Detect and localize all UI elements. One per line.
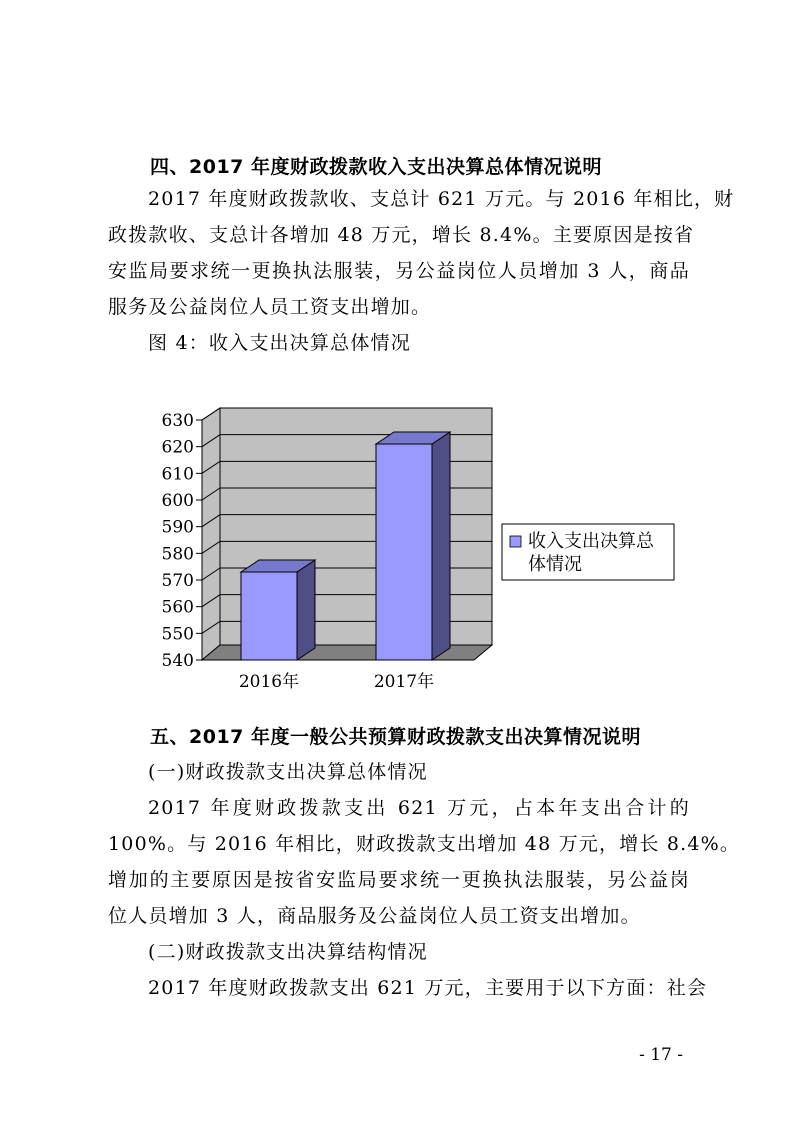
paragraph-line: 增加的主要原因是按省安监局要求统一更换执法服装，另公益岗 <box>108 869 690 891</box>
x-tick-label: 2016年 <box>238 672 300 692</box>
bar-chart <box>150 400 690 700</box>
bar-2017年 <box>376 432 450 660</box>
section-4-heading: 四、2017 年度财政拨款收入支出决算总体情况说明 <box>150 156 602 178</box>
y-tick-label: 620 <box>161 437 194 458</box>
legend-label-line1: 收入支出决算总 <box>528 531 654 552</box>
legend-swatch <box>510 536 521 547</box>
paragraph-line: 安监局要求统一更换执法服装，另公益岗位人员增加 3 人，商品 <box>108 260 690 282</box>
y-tick-label: 580 <box>161 544 194 565</box>
y-tick-label: 610 <box>161 464 194 485</box>
subheading-1: (一)财政拨款支出决算总体情况 <box>148 761 428 783</box>
y-tick-label: 630 <box>161 411 194 431</box>
y-tick-label: 600 <box>161 491 194 511</box>
y-tick-label: 540 <box>161 651 194 671</box>
paragraph-line: 2017 年度财政拨款支出 621 万元，占本年支出合计的 <box>148 797 690 819</box>
x-tick-label: 2017年 <box>373 672 435 692</box>
page-number: - 17 - <box>639 1045 683 1065</box>
y-tick-label: 550 <box>161 624 194 645</box>
paragraph-line: 位人员增加 3 人，商品服务及公益岗位人员工资支出增加。 <box>108 905 641 927</box>
bar-front <box>241 572 297 660</box>
legend-label-line2: 体情况 <box>528 554 582 575</box>
section-5-heading: 五、2017 年度一般公共预算财政拨款支出决算情况说明 <box>150 726 641 748</box>
bar-front <box>376 444 432 660</box>
paragraph-line: 2017 年度财政拨款支出 621 万元，主要用于以下方面：社会 <box>148 977 708 999</box>
bar-2016年 <box>241 560 315 660</box>
bar-side <box>432 432 450 660</box>
bar-side <box>297 560 315 660</box>
y-tick-label: 570 <box>161 571 194 591</box>
subheading-2: (二)财政拨款支出决算结构情况 <box>148 941 428 963</box>
chart-legend <box>502 524 674 580</box>
figure-caption: 图 4：收入支出决算总体情况 <box>148 332 411 354</box>
paragraph-line: 服务及公益岗位人员工资支出增加。 <box>108 296 432 318</box>
paragraph-line: 2017 年度财政拨款收、支总计 621 万元。与 2016 年相比，财 <box>148 188 735 210</box>
y-tick-label: 590 <box>161 517 194 538</box>
paragraph-line: 100%。与 2016 年相比，财政拨款支出增加 48 万元，增长 8.4%。 <box>108 833 741 855</box>
chart-side-wall <box>202 408 220 660</box>
y-tick-label: 560 <box>161 597 194 618</box>
paragraph-line: 政拨款收、支总计各增加 48 万元，增长 8.4%。主要原因是按省 <box>108 224 695 246</box>
